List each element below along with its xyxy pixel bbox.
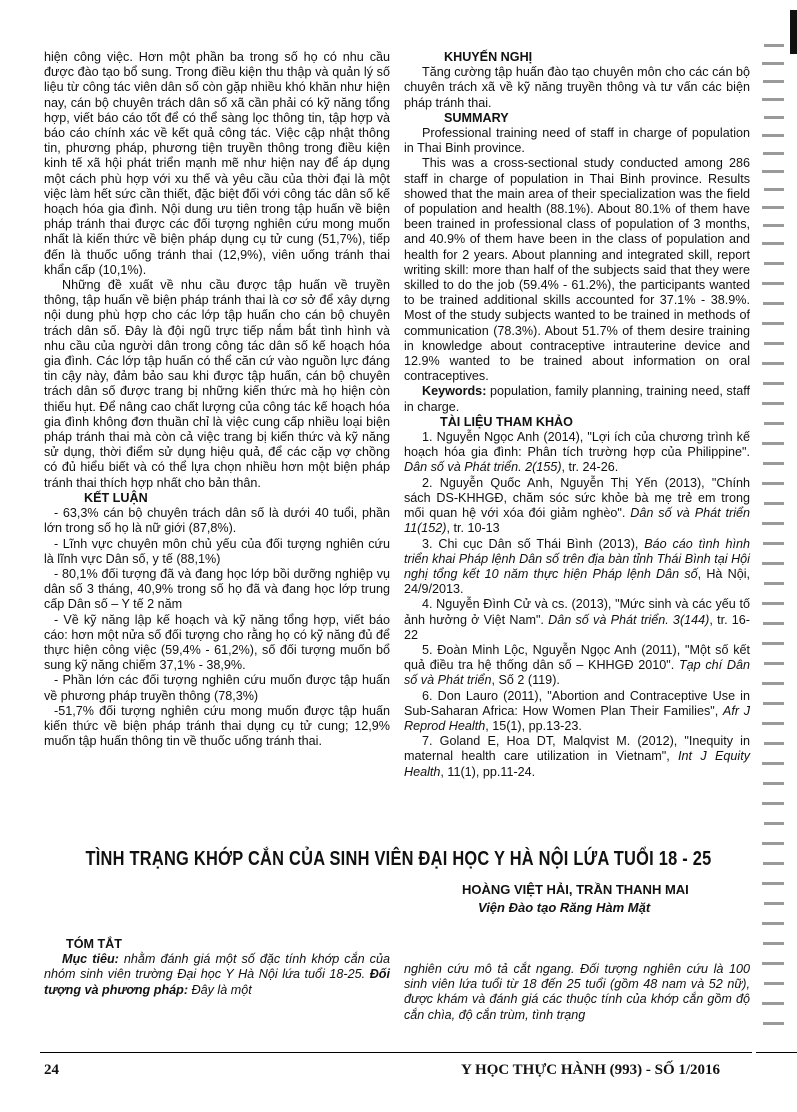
summary-body: This was a cross-sectional study conducted among 286 staff in charge of population in Thai Binh province. Results showed that the main area of their specialization was the field of population and health (88.1%). About 80.1% of them have been trained in professional class of population of 3 months, and 40.9% of them have been in the class of population and health for 2 years. About planning and integrated skill, report writing skill: more than half of the subjects said that they were skilled to do the job (59.4% - 61.2%), the participants wanted to be trained additional skills accounted for 37.1% - 38.9%. Most of the study subjects wanted to be trained in methods of communication (78.3%). About 51.7% of them desire training in knowledge about contraceptive intrauterine device and 12.9% wanted to be trained about information on oral contraceptives. bbox=[404, 156, 750, 384]
footer-divider bbox=[40, 1052, 752, 1053]
reference-source: Afr J Reprod Health bbox=[404, 703, 750, 733]
article-authors: HOÀNG VIỆT HẢI, TRẦN THANH MAI bbox=[462, 882, 689, 897]
reference-item bbox=[404, 689, 750, 735]
article-title: TÌNH TRẠNG KHỚP CẮN CỦA SINH VIÊN ĐẠI HỌC Y HÀ NỘI LỨA TUỔI 18 - 25 bbox=[85, 848, 712, 870]
keywords-line bbox=[404, 384, 750, 414]
conclusion-item: - Lĩnh vực chuyên môn chủ yếu của đối tượng nghiên cứu là lĩnh vực Dân số, y tế (88,1%) bbox=[44, 536, 390, 566]
conclusion-item: - Về kỹ năng lập kế hoạch và kỹ năng tổng hợp, viết báo cáo: hơn một nửa số đối tượng cho rằng họ có kỹ năng đủ để thực hiện công việc (59,4% - 61,2%), số đối tượng muốn bổ sung kỹ năng chiếm 37,1% - 38,9%. bbox=[44, 612, 390, 673]
references-heading: TÀI LIỆU THAM KHẢO bbox=[440, 414, 573, 429]
reference-tail: , Số 2 (119). bbox=[491, 673, 560, 688]
abstract-text bbox=[44, 952, 390, 998]
bleed-texture bbox=[756, 0, 797, 1112]
reference-text: 6. Don Lauro (2011), "Abortion and Contraceptive Use in Sub-Saharan Africa: How Women Plan Their Families", bbox=[404, 688, 750, 718]
conclusion-heading: KẾT LUẬN bbox=[84, 490, 148, 505]
body-paragraph: Những đề xuất về nhu cầu được tập huấn về truyền thông, tập huấn về biện pháp tránh thai là cơ sở để xây dựng nội dung phù hợp cho các lớp tập huấn cho cán bộ chuyên trách dân số. Đây là đội ngũ trực tiếp nắm bắt tình hình và nhu cầu của người dân trong công tác dân số kế hoạch hóa gia đình. Các lớp tập huấn có thể căn cứ vào nguồn lực đáng tin cậy này, đảm bảo sau khi được tập huấn, cán bộ chuyên trách dân số được trang bị những kiến thức mà họ hiện còn thiếu hụt. Để nâng cao chất lượng của công tác kế hoạch hóa gia đình không đơn thuần chỉ là việc cung cấp nhiều loại biện pháp tránh thai mà còn cả việc trang bị kiến thức và kỹ năng sử dụng, thời điểm sử dụng hiệu quả, để các cặp vợ chồng có đủ hiểu biết và có thể lựa chọn nhiều hơn một biện pháp tránh thai thích hợp nhất cho bản thân. bbox=[44, 278, 390, 490]
summary-title: Professional training need of staff in charge of population in Thai Binh province. bbox=[404, 126, 750, 156]
abstract-heading: TÓM TẮT bbox=[66, 937, 122, 951]
adjacent-page-bleed bbox=[756, 0, 797, 1112]
recommendation-heading: KHUYẾN NGHỊ bbox=[444, 50, 533, 64]
reference-source: Dân số và Phát triển. 3(144) bbox=[548, 612, 710, 627]
keywords-label: Keywords: bbox=[422, 384, 487, 399]
abstract-left bbox=[44, 937, 390, 998]
conclusion-item: - Phần lớn các đối tượng nghiên cứu muốn được tập huấn về phương pháp truyền thông (78,3%) bbox=[44, 673, 390, 703]
abstract-label: Đối tượng và phương pháp: bbox=[44, 967, 390, 997]
reference-source: Báo cáo tình hình triển khai Pháp lệnh Dân số trên địa bàn tỉnh Thái Bình tại Hội nghị tổng kết 10 năm thực hiện Pháp lệnh Dân số bbox=[404, 536, 750, 581]
recommendation-text: Tăng cường tập huấn đào tạo chuyên môn cho các cán bộ chuyên trách xã về kỹ năng truyền thông và tư vấn các biện pháp tránh thai. bbox=[404, 65, 750, 110]
reference-item bbox=[404, 643, 750, 689]
reference-tail: , tr. 24-26. bbox=[561, 460, 619, 475]
abstract-segment: Đây là một bbox=[188, 982, 252, 997]
article-affiliation: Viện Đào tạo Răng Hàm Mặt bbox=[478, 900, 651, 915]
reference-tail: , tr. 10-13 bbox=[446, 521, 500, 536]
reference-item bbox=[404, 476, 750, 537]
reference-item bbox=[404, 537, 750, 598]
reference-source: Tạp chí Dân số và Phát triển bbox=[404, 658, 750, 688]
conclusion-item: - 63,3% cán bộ chuyên trách dân số là dưới 40 tuổi, phần lớn trong số họ là nữ giới (87,8%). bbox=[44, 506, 390, 536]
reference-item bbox=[404, 597, 750, 643]
reference-tail: , tr. 16-22 bbox=[404, 612, 751, 642]
conclusion-item: -51,7% đối tượng nghiên cứu mong muốn được tập huấn kiến thức về biện pháp tránh thai dụng cụ tử cung; 12,9% muốn tập huấn thông tin về thuốc uống tránh thai. bbox=[44, 703, 390, 749]
summary-heading: SUMMARY bbox=[444, 110, 509, 125]
reference-text: 1. Nguyễn Ngọc Anh (2014), "Lợi ích của chương trình kế hoạch hóa gia đình: Phân tích trường hợp của Philippine". bbox=[404, 430, 750, 460]
reference-text: 3. Chi cục Dân số Thái Bình (2013), bbox=[422, 536, 645, 551]
reference-text: 7. Goland E, Hoa DT, Malqvist M. (2012), "Inequity in maternal health care utilization in Vietnam", bbox=[404, 734, 750, 764]
right-column bbox=[404, 50, 750, 780]
reference-item bbox=[404, 734, 750, 780]
reference-item bbox=[404, 430, 750, 476]
reference-source: Int J Equity Health bbox=[404, 749, 750, 779]
reference-tail: , 11(1), pp.11-24. bbox=[440, 764, 536, 779]
reference-text: 2. Nguyễn Quốc Anh, Nguyễn Thị Yến (2013), "Chính sách DS-KHHGĐ, chăm sóc sức khỏe bà mẹ trẻ em trong mối quan hệ với xóa đói giảm nghèo". bbox=[404, 475, 750, 521]
left-column bbox=[44, 50, 390, 749]
reference-tail: , 15(1), pp.13-23. bbox=[485, 718, 582, 733]
reference-tail: , Hà Nội, 24/9/2013. bbox=[404, 566, 750, 597]
reference-source: Dân số và Phát triển 11(152) bbox=[404, 506, 750, 536]
abstract-label: Mục tiêu: bbox=[62, 952, 119, 967]
abstract-right: nghiên cứu mô tả cắt ngang. Đối tượng nghiên cứu là 100 sinh viên lứa tuổi từ 18 đến 25 tuổi (gồm 48 nam và 52 nữ), được khám và đánh giá các thuộc tính của khớp cắn gồm độ cắn chìa, độ cắn trùm, tình trạng bbox=[404, 962, 750, 1022]
keywords-text: population, family planning, training need, staff in charge. bbox=[404, 384, 751, 414]
abstract-segment: nhằm đánh giá một số đặc tính khớp cắn của nhóm sinh viên trường Đại học Y Hà Nội lứa tuổi 18-25. bbox=[44, 952, 390, 982]
page-number: 24 bbox=[44, 1062, 59, 1078]
reference-text: 5. Đoàn Minh Lộc, Nguyễn Ngọc Anh (2011), "Một số kết quả điều tra hệ thống dân số – KHHGĐ 2010". bbox=[404, 642, 750, 673]
reference-text: 4. Nguyễn Đình Cử và cs. (2013), "Mức sinh và các yếu tố ảnh hưởng ở Việt Nam". bbox=[404, 597, 750, 627]
journal-footer: Y HỌC THỰC HÀNH (993) - SỐ 1/2016 bbox=[461, 1062, 721, 1078]
body-paragraph: hiện công việc. Hơn một phần ba trong số họ có nhu cầu được đào tạo bổ sung. Trong điều kiện thu thập và quản lý số liệu từ công tác viên dân số còn gặp nhiều khó khăn như hiện nay, cán bộ chuyên trách dân số xã cần phải có kỹ năng tổng hợp, viết báo cáo tốt để có thể sàng lọc thông tin, tập hợp và báo cáo chính xác về kết quả công tác. Việc cập nhật thông tin, phương pháp, phương tiện truyền thông trong điều kiện kinh tế xã hội phát triển mạnh mẽ như hiện nay để áp dụng một cách phù hợp với xu thế và yêu cầu của thời đại là một việc làm hết sức cần thiết, đặc biệt đối với công tác dân số kế hoạch hóa gia đình. Nội dung ưu tiên trong tập huấn về biện pháp tránh thai được các đối tượng nghiên cứu mong muốn nhất là kiến thức về biện pháp dụng cụ tử cung (51,7%), tiếp đến là thuốc uống tránh thai (12,9%), viên uống tránh thai khẩn cấp (10,1%). bbox=[44, 50, 390, 277]
conclusion-item: - 80,1% đối tượng đã và đang học lớp bồi dưỡng nghiệp vụ dân số 3 tháng, 40,9% trong số họ đã và đang học lớp trung cấp Dân số – Y tế 2 năm bbox=[44, 566, 390, 612]
reference-source: Dân số và Phát triển. 2(155) bbox=[404, 460, 562, 475]
